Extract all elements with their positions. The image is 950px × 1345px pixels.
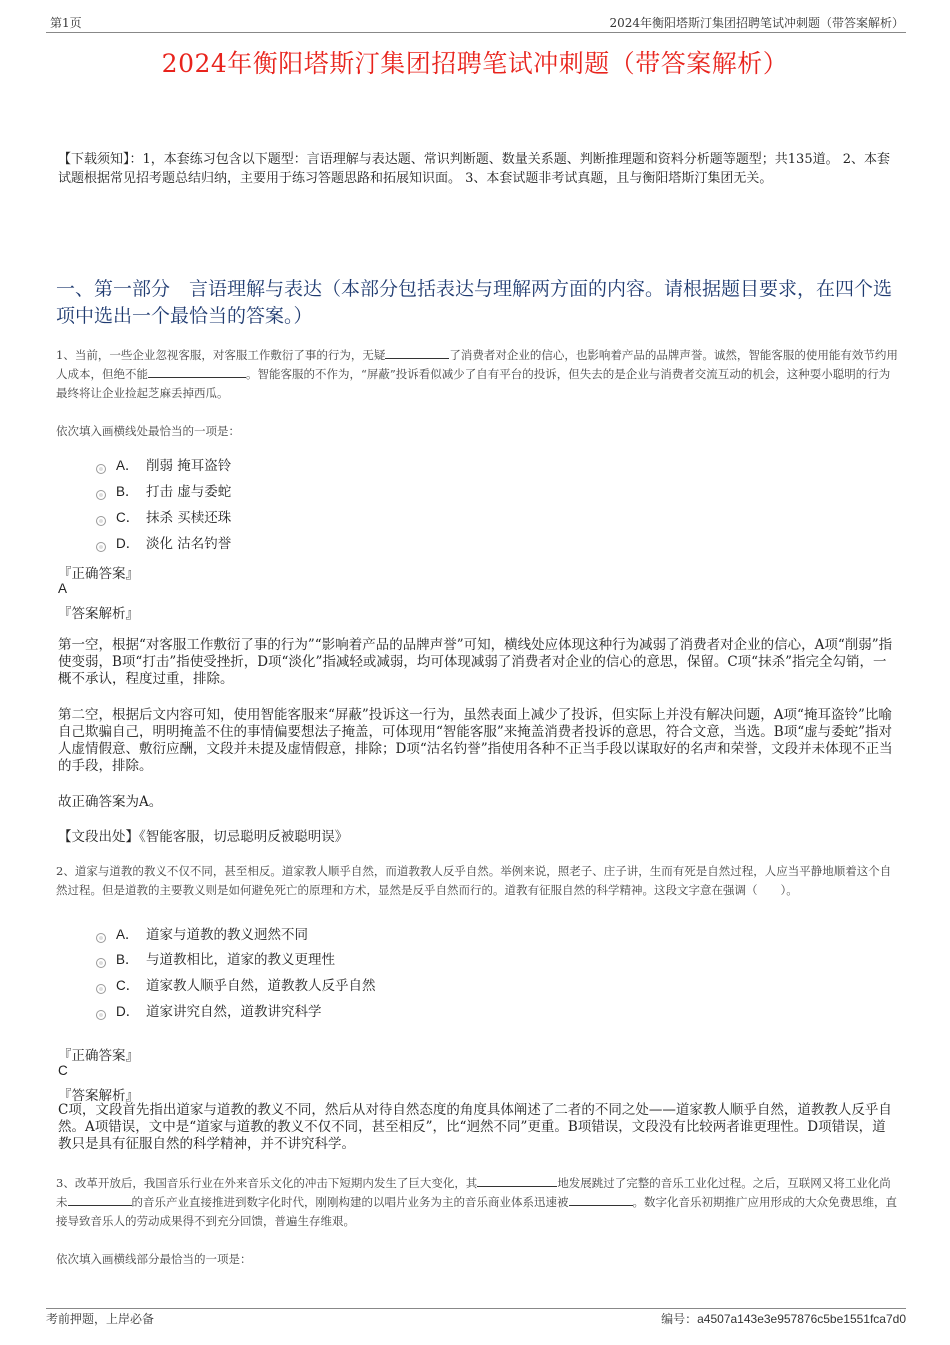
- footer-document-code: [661, 1310, 906, 1327]
- option-letter: A．: [116, 458, 139, 473]
- q1-source: 【文段出处】《智能客服，切忌聪明反被聪明误》: [58, 829, 349, 845]
- header-divider: [46, 32, 906, 33]
- option-text: 道家教人顺乎自然，道教教人反乎自然: [146, 978, 376, 994]
- q3-text-part1: 3、改革开放后，我国音乐行业在外来音乐文化的冲击下短期内发生了巨大变化，其: [56, 1176, 478, 1190]
- q2-analysis-label: 『答案解析』: [58, 1088, 139, 1104]
- radio-button-icon[interactable]: [96, 958, 106, 968]
- radio-button-icon[interactable]: [96, 516, 106, 526]
- q2-option-d[interactable]: [96, 1002, 322, 1022]
- q2-analysis: C项，文段首先指出道家与道教的教义不同，然后从对待自然态度的角度具体阐述了二者的不同之处——道家教人顺乎自然，道教教人反乎自然。A项错误，文中是“道家与道教的教义不仅不同，甚至相反”，比“迥然不同”更重。B项错误，文段没有比较两者谁更理性。D项错误，道教只是具有征服自然的科学精神，并不讲究科学。: [58, 1102, 892, 1152]
- answer-blank: [477, 1174, 557, 1187]
- option-letter: B．: [116, 484, 139, 499]
- option-letter: D．: [116, 536, 140, 551]
- q3-text-part3: 的音乐产业直接推进到数字化时代，刚刚构建的以唱片业务为主的音乐商业体系迅速被: [131, 1195, 569, 1209]
- code-value: a4507a143e3e957876c5be1551fca7d0: [697, 1312, 906, 1326]
- q1-text-part2: 了消费者对企业的信心，也影响着产品的品牌声誉。诚然，智能客服的使用能有效节约用人成本，但绝不能: [56, 348, 898, 381]
- option-text: 与道教相比，道家的教义更理性: [146, 952, 335, 968]
- option-text: 道家与道教的教义迥然不同: [146, 927, 308, 943]
- option-text: 打击 虚与委蛇: [146, 484, 232, 500]
- option-text: 抹杀 买椟还珠: [146, 510, 232, 526]
- q2-option-a[interactable]: [96, 925, 308, 945]
- option-text: 削弱 掩耳盗铃: [146, 458, 232, 474]
- option-letter: C．: [116, 510, 140, 525]
- q1-answer-label: 『正确答案』: [58, 566, 139, 582]
- q1-analysis-paragraph-2: 第二空，根据后文内容可知，使用智能客服来“屏蔽”投诉这一行为，虽然表面上减少了投诉，但实际上并没有解决问题，A项“掩耳盗铃”比喻自己欺骗自己，明明掩盖不住的事情偏要想法子掩盖，可体现用“智能客服”来掩盖消费者投诉的意思，符合文意，当选。B项“虚与委蛇”指对人虚情假意、敷衍应酬，文段并未提及虚情假意，排除；D项“沽名钓誉”指使用各种不正当手段以谋取好的名声和荣誉，文段并未体现不正当的手段，排除。: [58, 707, 893, 774]
- q1-correct-answer: A: [58, 581, 68, 596]
- question-3-stem: [56, 1174, 898, 1231]
- q3-text-part2: 地发展跳过了完整的音乐工业化过程。之后，互联网又将工业化尚未: [56, 1176, 891, 1209]
- q3-text-part4: 。数字化音乐初期推广应用形成的大众免费思维，直接导致音乐人的劳动成果得不到充分回馈，普遍生存维艰。: [56, 1195, 897, 1228]
- q1-option-b[interactable]: [96, 482, 231, 502]
- radio-button-icon[interactable]: [96, 542, 106, 552]
- page-number: 第1页: [50, 16, 82, 30]
- q1-instruction: 依次填入画横线处最恰当的一项是：: [56, 424, 240, 438]
- radio-button-icon[interactable]: [96, 464, 106, 474]
- q2-correct-answer: C: [58, 1063, 68, 1078]
- download-notice: 【下载须知】：1，本套练习包含以下题型：言语理解与表达题、常识判断题、数量关系题、判断推理题和资料分析题等题型；共135道。 2、本套试题根据常见招考题总结归纳，主要用于练习答题思路和拓展知识面。 3、本套试题非考试真题，且与衡阳塔斯汀集团无关。: [58, 152, 890, 186]
- radio-button-icon[interactable]: [96, 1010, 106, 1020]
- q2-option-b[interactable]: [96, 950, 335, 970]
- q2-option-c[interactable]: [96, 976, 376, 996]
- q1-option-d[interactable]: [96, 534, 231, 554]
- answer-blank: [68, 1193, 132, 1206]
- option-text: 淡化 沽名钓誉: [146, 536, 232, 552]
- q1-option-a[interactable]: [96, 456, 231, 476]
- code-label: 编号：: [661, 1312, 698, 1326]
- radio-button-icon[interactable]: [96, 984, 106, 994]
- option-letter: A．: [116, 927, 139, 942]
- q1-analysis-conclusion: 故正确答案为A。: [58, 794, 163, 810]
- question-2-stem: 2、道家与道教的教义不仅不同，甚至相反。道家教人顺乎自然，而道教教人反乎自然。举例来说，照老子、庄子讲，生而有死是自然过程，人应当平静地顺着这个自然过程。但是道教的主要教义则是如何避免死亡的原理和方术，显然是反乎自然而行的。道教有征服自然的科学精神。这段文字意在强调（ ）。: [56, 864, 892, 897]
- q1-text-part3: 。智能客服的不作为，“屏蔽”投诉看似减少了自有平台的投诉，但失去的是企业与消费者交流互动的机会，这种耍小聪明的行为最终将让企业捡起芝麻丢掉西瓜。: [56, 367, 891, 400]
- footer-divider: [46, 1308, 906, 1309]
- q3-instruction: 依次填入画横线部分最恰当的一项是：: [56, 1252, 252, 1266]
- q1-analysis-paragraph-1: 第一空，根据“对客服工作敷衍了事的行为”“影响着产品的品牌声誉”可知，横线处应体现这种行为减弱了消费者对企业的信心，A项“削弱”指使变弱，B项“打击”指使受挫折，D项“淡化”指减轻或减弱，均可体现减弱了消费者对企业的信心的意思，保留。C项“抹杀”指完全勾销，一概不承认，程度过重，排除。: [58, 637, 893, 687]
- footer-slogan: 考前押题，上岸必备: [46, 1312, 155, 1326]
- header-doc-title: 2024年衡阳塔斯汀集团招聘笔试冲刺题（带答案解析）: [609, 16, 904, 30]
- section-heading: 一、第一部分 言语理解与表达（本部分包括表达与理解两方面的内容。请根据题目要求，在四个选项中选出一个最恰当的答案。）: [56, 278, 893, 327]
- q1-analysis-label: 『答案解析』: [58, 606, 139, 622]
- page-title: 2024年衡阳塔斯汀集团招聘笔试冲刺题（带答案解析）: [161, 49, 789, 78]
- option-letter: D．: [116, 1004, 140, 1019]
- radio-button-icon[interactable]: [96, 933, 106, 943]
- answer-blank: [148, 365, 246, 378]
- answer-blank: [385, 346, 449, 359]
- radio-button-icon[interactable]: [96, 490, 106, 500]
- option-letter: B．: [116, 952, 139, 967]
- answer-blank: [569, 1193, 633, 1206]
- option-letter: C．: [116, 978, 140, 993]
- q1-text-part1: 1、当前，一些企业忽视客服，对客服工作敷衍了事的行为，无疑: [56, 348, 386, 362]
- q2-answer-label: 『正确答案』: [58, 1048, 139, 1064]
- q1-option-c[interactable]: [96, 508, 231, 528]
- option-text: 道家讲究自然，道教讲究科学: [146, 1004, 322, 1020]
- question-1-stem: [56, 346, 898, 403]
